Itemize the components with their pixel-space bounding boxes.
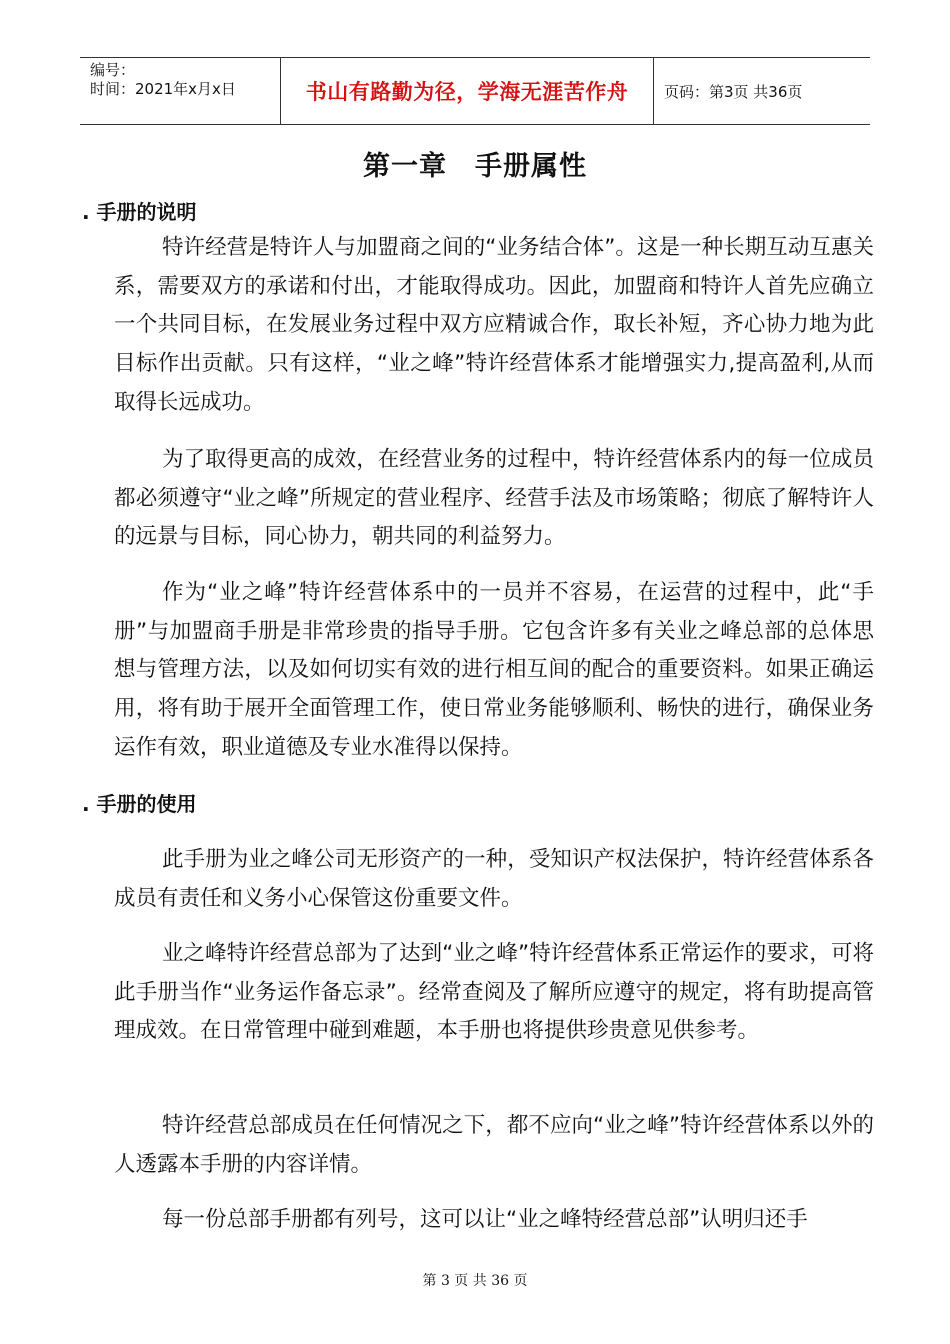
section-heading-usage: . 手册的使用 <box>82 792 197 816</box>
paragraph: 每一份总部手册都有列号，这可以让“业之峰特经营总部”认明归还手 <box>162 1207 808 1232</box>
paragraph: 业之峰特许经营总部为了达到“业之峰”特许经营体系正常运作的要求，可将此手册当作“业务运作备忘录”。经常查阅及了解所应遵守的规定，将有助提高管理成效。在日常管理中碰到难题，本手册也将提供珍贵意见供参考。 <box>114 941 874 1044</box>
document-number-label: 编号： <box>90 61 136 79</box>
paragraph: 作为“业之峰”特许经营体系中的一员并不容易，在运营的过程中，此“手册”与加盟商手册是非常珍贵的指导手册。它包含许多有关业之峰总部的总体思想与管理方法，以及如何切实有效的进行相互间的配合的重要资料。如果正确运用，将有助于展开全面管理工作，使日常业务能够顺利、畅快的进行，确保业务运作有效，职业道德及专业水准得以保持。 <box>114 580 874 760</box>
section-heading-description: . 手册的说明 <box>82 200 197 224</box>
page-footer: 第 3 页 共 36 页 <box>422 1273 528 1289</box>
paragraph: 为了取得更高的成效，在经营业务的过程中，特许经营体系内的每一位成员都必须遵守“业之峰”所规定的营业程序、经营手法及市场策略；彻底了解特许人的远景与目标，同心协力，朝共同的利益努力。 <box>114 447 874 550</box>
header-page-info: 页码：第3页 共36页 <box>664 82 803 101</box>
paragraph: 特许经营总部成员在任何情况之下，都不应向“业之峰”特许经营体系以外的人透露本手册的内容详情。 <box>114 1113 874 1177</box>
paragraph: 此手册为业之峰公司无形资产的一种，受知识产权法保护，特许经营体系各成员有责任和义务小心保管这份重要文件。 <box>114 847 874 911</box>
chapter-title: 第一章 手册属性 <box>363 151 587 182</box>
document-time: 时间：2021年x月x日 <box>90 80 236 98</box>
header-meta <box>80 58 281 124</box>
header-motto: 书山有路勤为径，学海无涯苦作舟 <box>281 58 654 124</box>
page-header <box>80 57 870 125</box>
paragraph: 特许经营是特许人与加盟商之间的“业务结合体”。这是一种长期互动互惠关系，需要双方的承诺和付出，才能取得成功。因此，加盟商和特许人首先应确立一个共同目标，在发展业务过程中双方应精诚合作，取长补短，齐心协力地为此目标作出贡献。只有这样，“业之峰”特许经营体系才能增强实力,提高盈利,从而取得长远成功。 <box>114 235 874 415</box>
